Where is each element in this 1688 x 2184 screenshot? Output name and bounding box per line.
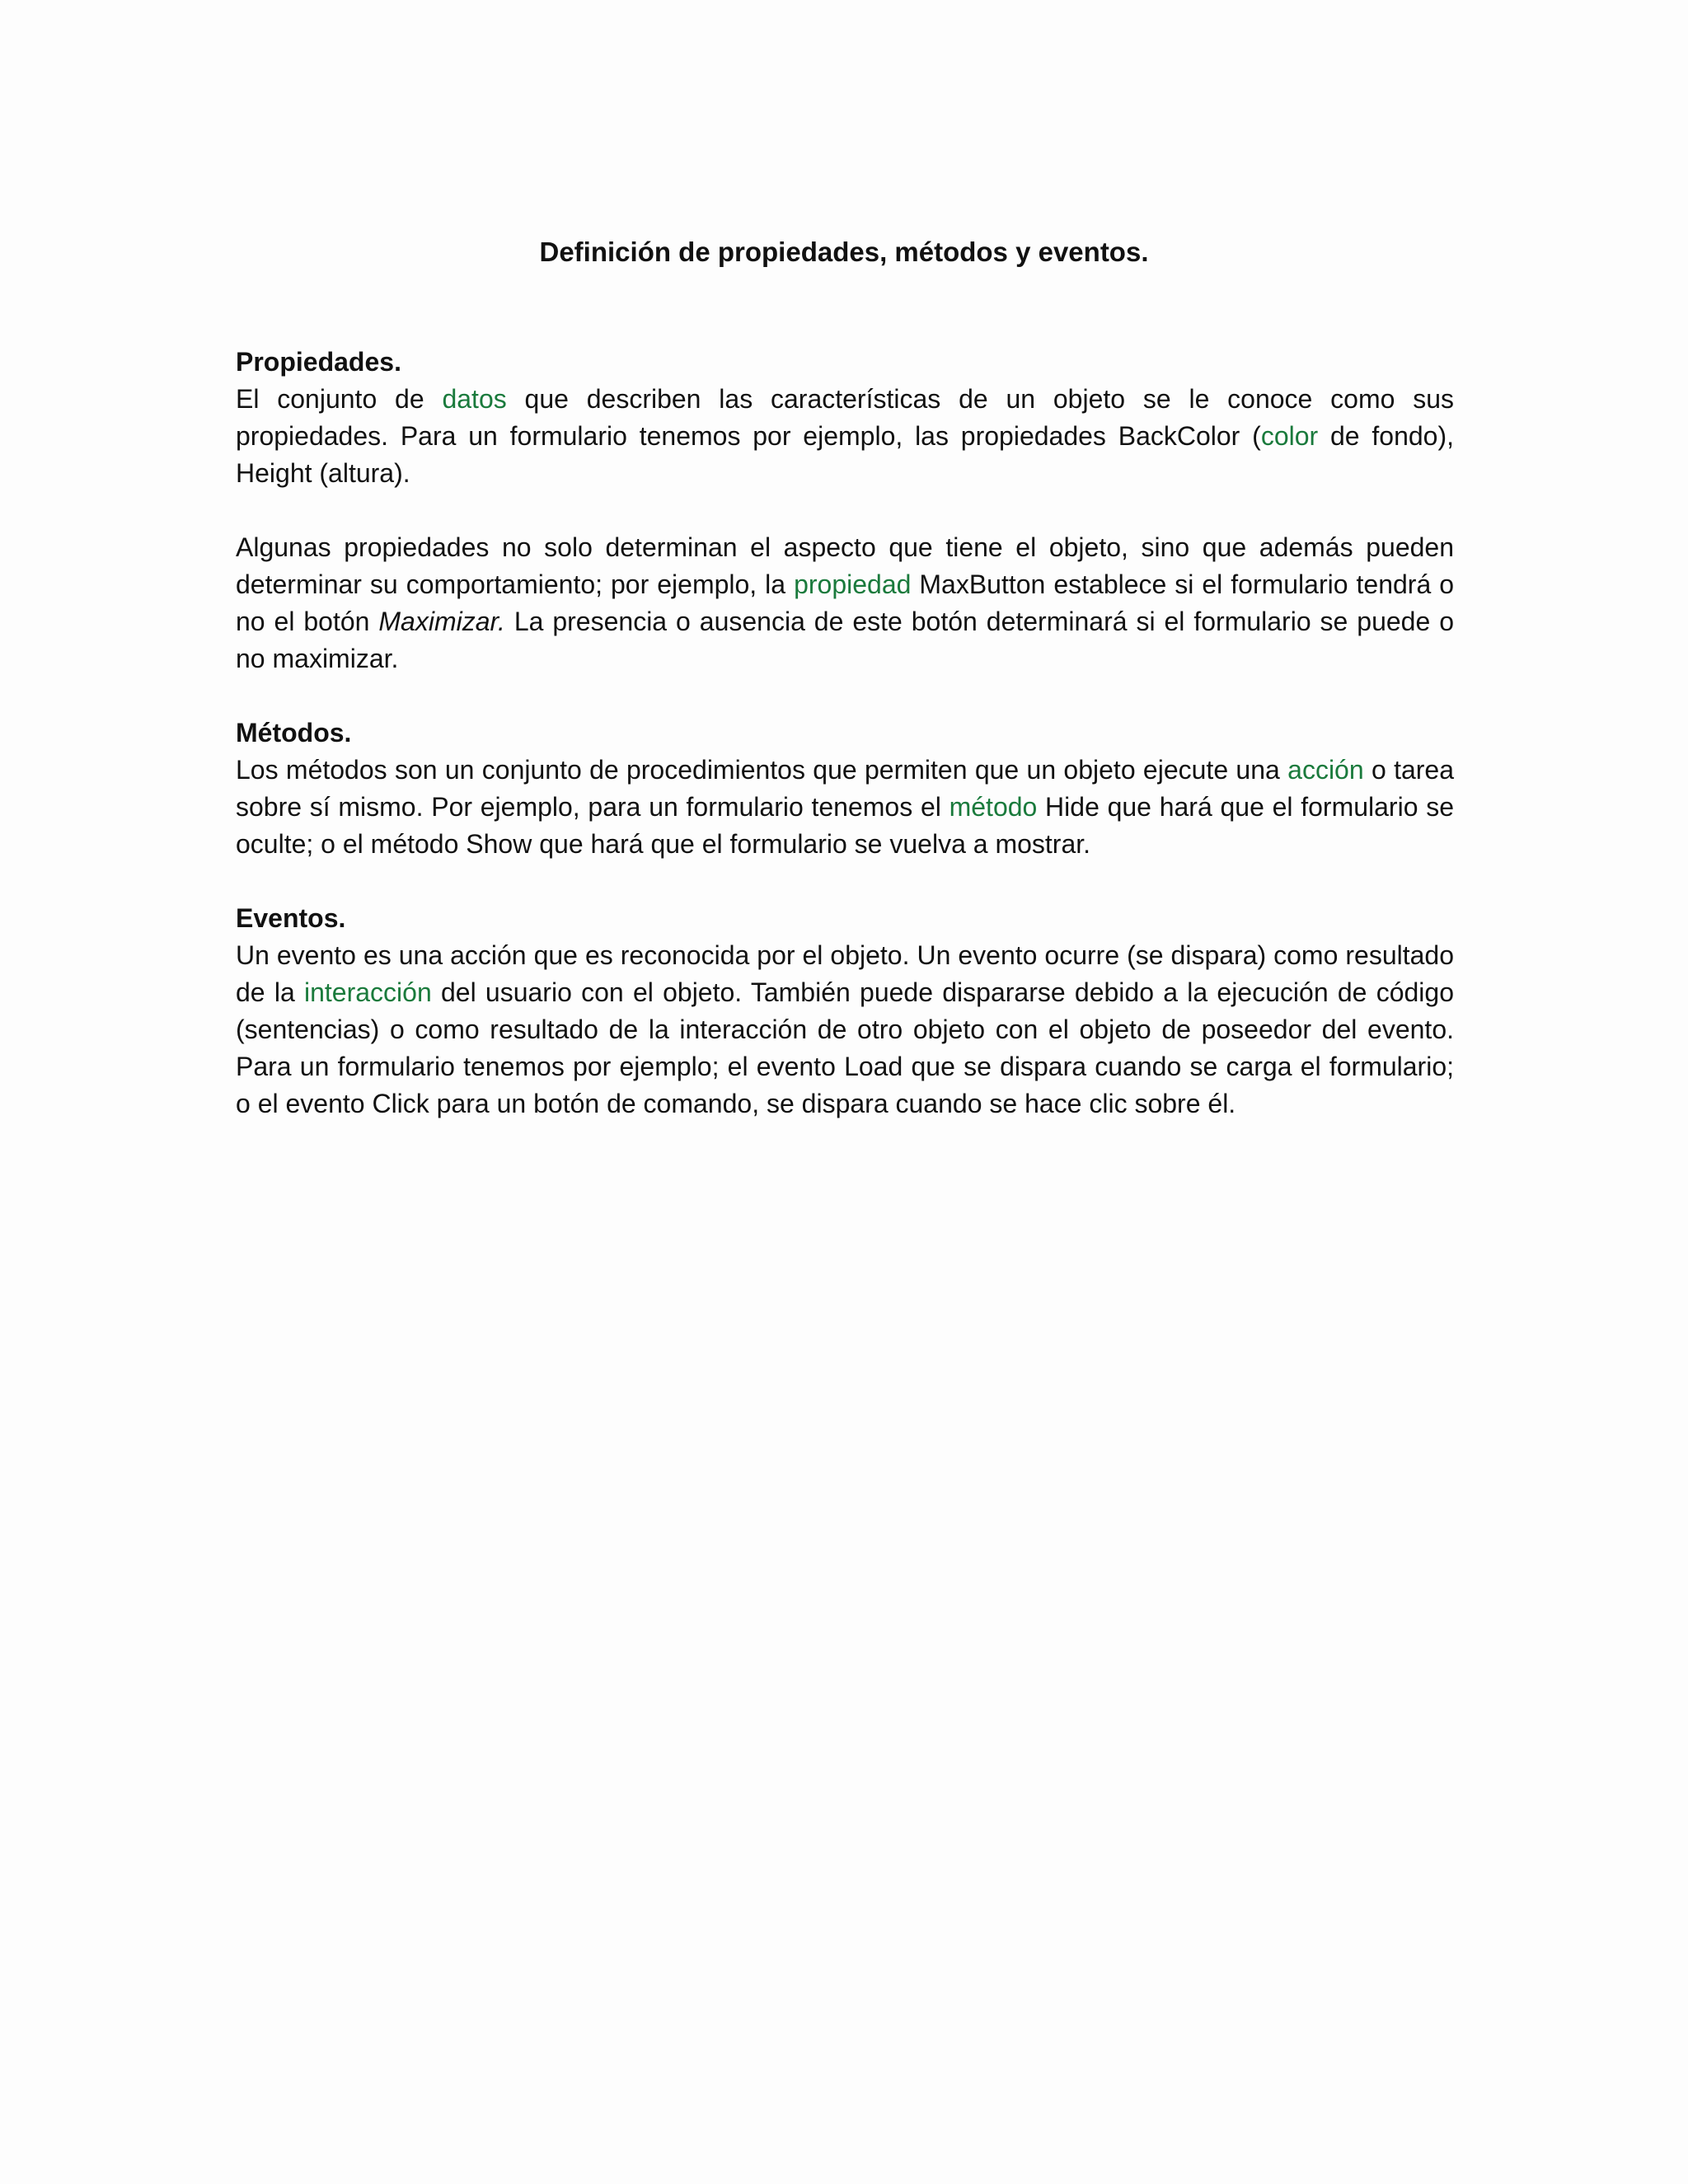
text-run: de fondo), Height (altura). (236, 421, 1455, 488)
text-run: Los métodos son un conjunto de procedimientos que permiten que un objeto ejecute una (236, 755, 1288, 785)
paragraph-propiedades-1 (236, 381, 1454, 492)
section-heading-metodos: Métodos. (236, 718, 352, 748)
text-run: MaxButton establece si el formulario tendrá o no el botón (236, 569, 1455, 636)
link-propiedad[interactable]: propiedad (794, 569, 912, 599)
section-heading-eventos: Eventos. (236, 903, 346, 933)
link-metodo[interactable]: método (949, 792, 1038, 822)
text-run: La presencia o ausencia de este botón determinará si el formulario se puede o no maximizar. (236, 607, 1454, 673)
paragraph-eventos-1 (236, 937, 1454, 1122)
paragraph-metodos-1 (236, 752, 1454, 863)
text-run: del usuario con el objeto. También puede dispararse debido a la ejecución de código (sentencias) o como resultado de la interacción de otro objeto con el objeto de poseedor del evento. Para un formulario tenemos por ejemplo; el evento Load que se dispara cuando se carga el formulario; o el evento Click para un botón de comando, se dispara cuando se hace clic sobre él. (236, 977, 1455, 1118)
text-run: que describen las características de un objeto se le conoce como sus propiedades. Para un formulario tenemos por ejemplo, las propiedades BackColor ( (236, 384, 1455, 451)
text-run: Hide que hará que el formulario se oculte; o el método Show que hará que el formulario se vuelva a mostrar. (236, 792, 1455, 859)
text-run-italic: Maximizar. (378, 607, 505, 636)
text-run: Algunas propiedades no solo determinan el aspecto que tiene el objeto, sino que además pueden determinar su comportamiento; por ejemplo, la (236, 532, 1454, 599)
section-heading-propiedades: Propiedades. (236, 347, 401, 377)
section-spacer (236, 863, 1454, 900)
document-title: Definición de propiedades, métodos y eventos. (539, 237, 1149, 267)
link-color[interactable]: color (1260, 421, 1319, 451)
document-body (236, 344, 1454, 1122)
link-datos[interactable]: datos (442, 384, 507, 414)
paragraph-spacer (236, 492, 1454, 529)
link-accion[interactable]: acción (1287, 755, 1364, 785)
text-run: El conjunto de (236, 384, 443, 414)
link-interaccion[interactable]: interacción (303, 977, 432, 1007)
section-spacer (236, 677, 1454, 715)
text-run: o tarea sobre sí mismo. Por ejemplo, para un formulario tenemos el (236, 755, 1455, 822)
text-run: Un evento es una acción que es reconocida por el objeto. Un evento ocurre (se dispara) como resultado de la (236, 940, 1454, 1007)
paragraph-propiedades-2 (236, 529, 1454, 677)
